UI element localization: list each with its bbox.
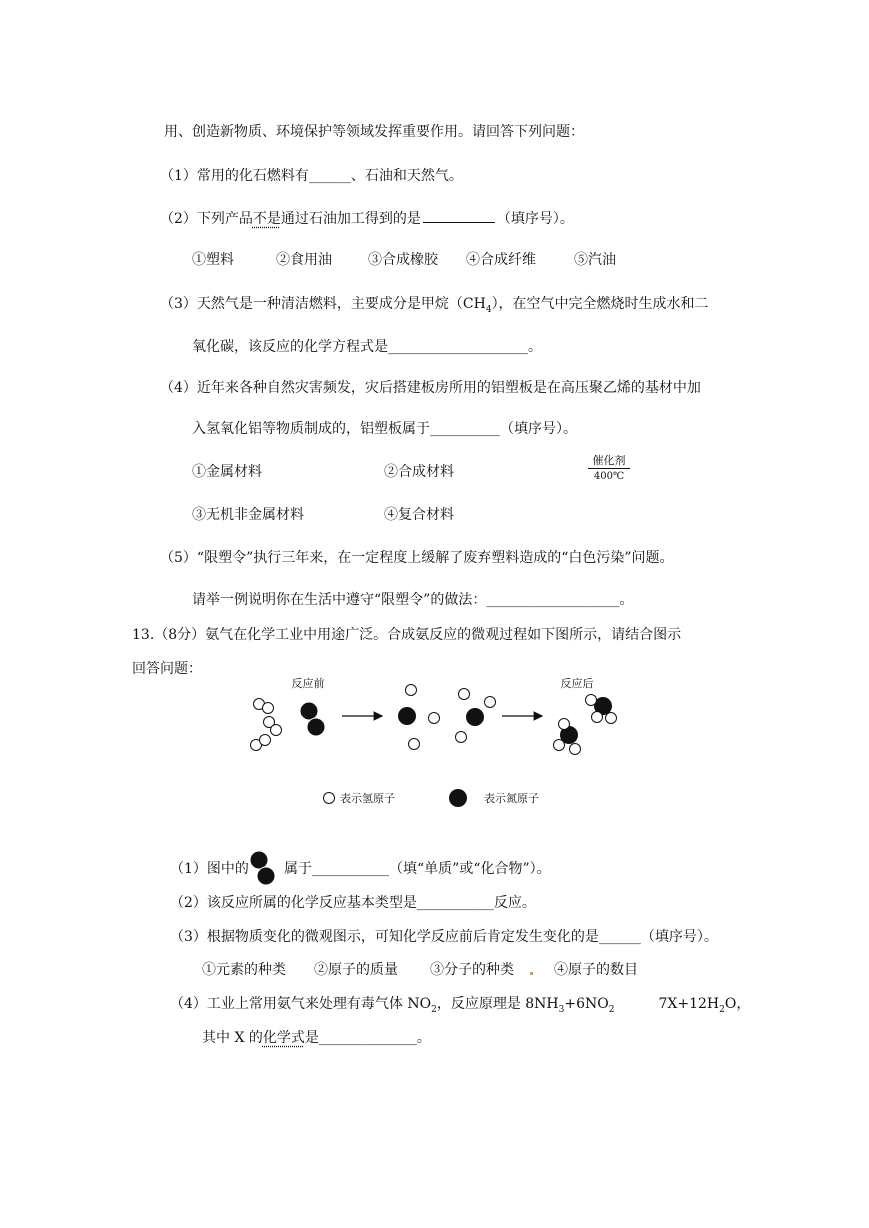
q13-part3-option-4: ④原子的数目 [554,962,638,978]
hydrogen-atom [271,725,282,736]
ammonia-molecule [554,719,581,755]
nitrogen-molecule [300,702,325,736]
q12-part1: （1）常用的化石燃料有______、石油和天然气。 [160,168,463,184]
nitrogen-atom [466,708,484,726]
ammonia-molecule [586,695,617,724]
q12-intro: 用、创造新物质、环境保护等领域发挥重要作用。请回答下列问题： [164,124,584,140]
hydrogen-molecule [251,735,271,751]
q13-part2: （2）该反应所属的化学反应基本类型是___________反应。 [170,895,536,911]
q12-part4-line1: （4）近年来各种自然灾害频发，灾后搭建板房所用的铝塑板是在高压聚乙烯的基材中加 [160,380,701,396]
hydrogen-atom [586,695,597,706]
hydrogen-atom [409,739,420,750]
hydrogen-atom [570,744,581,755]
q12-part2-option-4: ④合成纤维 [466,252,536,268]
q13-part4-tail: O， [724,996,751,1012]
q12-part2-lead: （2）下列产品 [160,211,253,227]
q12-part3-lead: （3）天然气是一种清洁燃料，主要成分是甲烷（CH [160,296,486,312]
q13-part1-text: 属于___________（填“单质”或“化合物”）。 [284,861,551,877]
legend-hydrogen-label: 表示氢原子 [340,792,395,805]
q12-part3-line2: 氧化碳，该反应的化学方程式是____________________。 [192,339,542,355]
hydrogen-atom [592,712,603,723]
q13-part3-option-1: ①元素的种类 [202,962,286,978]
q13-part3-option-3: ③分子的种类 [430,962,514,978]
q13-part4-plus-no2: +6NO [564,996,609,1012]
q13-part4-x-emphasis: 化学式 [262,1030,305,1046]
q13-heading-cont: 回答问题： [132,661,202,677]
q13-part4-x-lead: 其中 X 的 [202,1030,263,1046]
hydrogen-atom [263,703,274,714]
legend-nitrogen-label: 表示氮原子 [484,792,539,805]
nitrogen-atom [250,851,268,869]
reaction-condition-catalyst: 催化剂 [592,454,626,467]
q12-part2-option-1: ①塑料 [192,252,234,268]
q13-part4-product: 7X+12H [658,996,720,1012]
q13-part4-sub-nh3: 3 [558,1004,565,1015]
q12-part2-tail: （填序号）。 [496,211,574,227]
nitrogen-atom [307,718,325,736]
nitrogen-atom [257,867,275,885]
q12-part3-rest: ），在空气中完全燃烧时生成水和二 [491,296,709,312]
hydrogen-atom [459,689,470,700]
q12-part4-option-4: ④复合材料 [384,507,454,523]
q12-part2-option-3: ③合成橡胶 [368,252,438,268]
q13-part1-lead: （1）图中的 [170,861,249,877]
hydrogen-atom [606,713,617,724]
legend-nitrogen-symbol [449,789,467,807]
q12-part2-option-2: ②食用油 [276,252,332,268]
q13-part4-sub-no2b: 2 [608,1004,615,1015]
reaction-condition-temperature: 400℃ [593,471,625,482]
label-before: 反应前 [291,677,325,690]
q12-part4-line2: 入氢氧化铝等物质制成的，铝塑板属于__________（填序号）。 [192,421,577,437]
hydrogen-molecule [254,699,274,714]
legend [324,789,540,807]
q13-part4-line1 [170,994,750,1020]
hydrogen-atom [260,735,271,746]
q13-part4-line2 [202,1028,431,1048]
hydrogen-atom [485,697,496,708]
q13-part4-sub-h2o: 2 [719,1004,725,1015]
q13-part4-sub-no2: 2 [431,1004,437,1015]
q12-part4-option-3: ③无机非金属材料 [192,507,304,523]
hydrogen-atom [559,719,570,730]
nitrogen-atom [300,702,318,720]
hydrogen-atom [554,740,565,751]
hydrogen-atom [429,713,440,724]
q13-part3: （3）根据物质变化的微观图示，可知化学反应前后肯定发生变化的是______（填序号）。 [170,929,718,945]
q12-part4-option-1: ①金属材料 [192,464,262,480]
q12-part4-option-2: ②合成材料 [384,464,454,480]
q13-part4-x-blank: 是______________。 [304,1030,431,1046]
stray-dot [530,972,533,975]
q12-part2-text: 通过石油加工得到的是 [280,211,421,227]
q13-part4-lead: （4）工业上常用氨气来处理有毒气体 NO [170,996,432,1012]
nitrogen-atom [398,707,416,725]
q12-part2-emphasis: 不是 [252,211,281,227]
nitrogen-molecule-icon [248,848,280,888]
q12-part5-line1: （5）“限塑令”执行三年来，在一定程度上缓解了废弃塑料造成的“白色污染”问题。 [160,550,674,566]
hydrogen-molecule [264,717,282,736]
q13-heading: 13.（8分）氨气在化学工业中用途广泛。合成氨反应的微观过程如下图所示，请结合图示 [132,627,682,643]
hydrogen-atom [406,685,417,696]
q13-part3-option-2: ②原子的质量 [314,962,398,978]
q13-part4-principle: ，反应原理是 8NH [436,996,559,1012]
legend-hydrogen-symbol [324,793,335,804]
hydrogen-atom [456,732,467,743]
q12-part2-option-5: ⑤汽油 [574,252,616,268]
q12-part3-subscript: 4 [485,304,492,315]
label-after: 反应后 [560,677,594,690]
q12-part5-line2: 请举一例说明你在生活中遵守“限塑令”的做法：___________________。 [192,592,634,608]
